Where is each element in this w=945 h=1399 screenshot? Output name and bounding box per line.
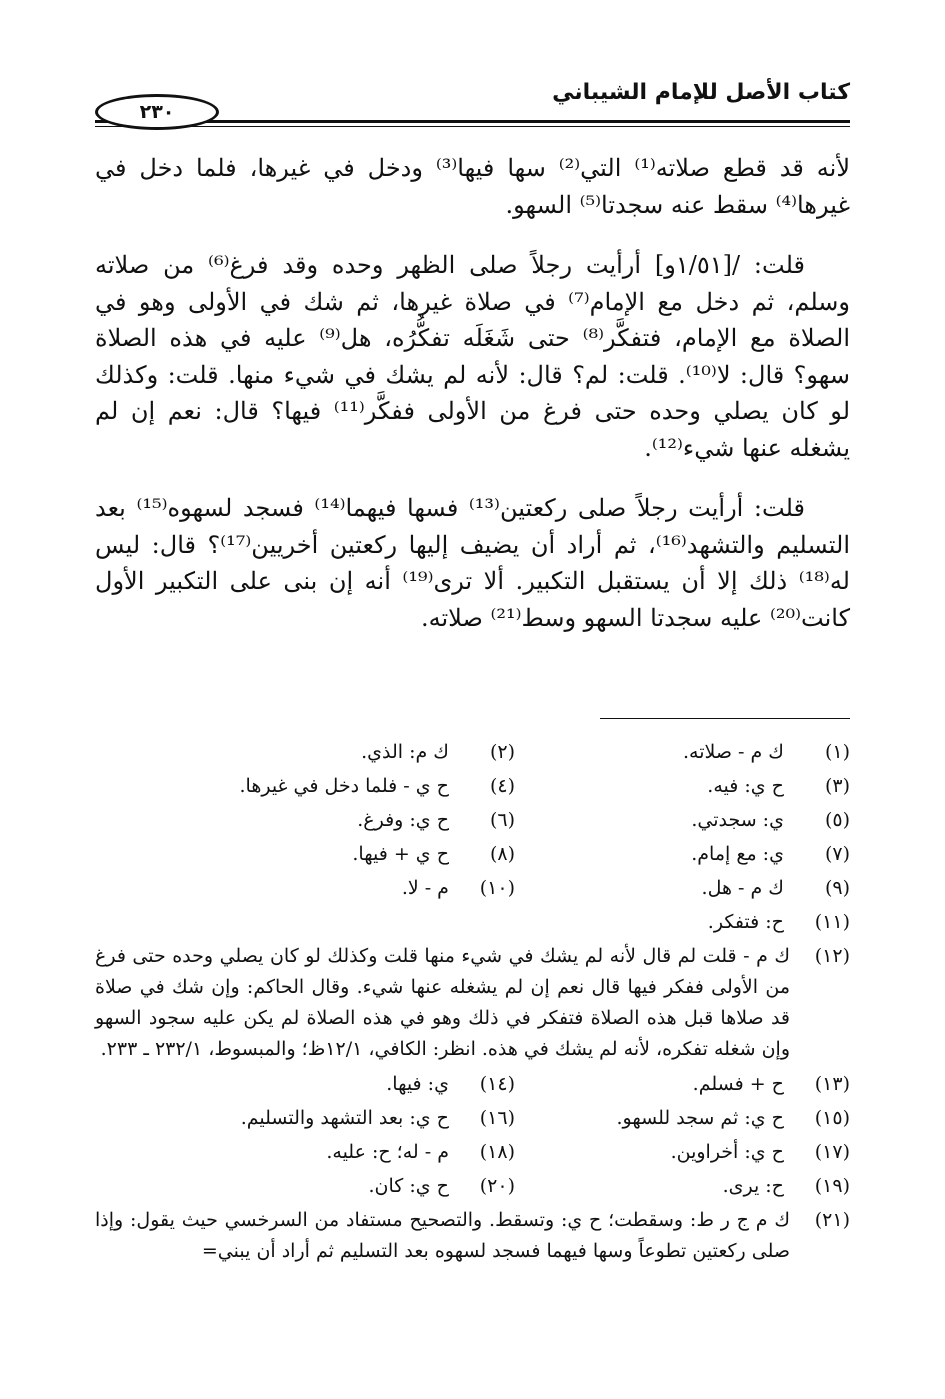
- footnote: (١٥) ح ي: ثم سجد للسهو.: [616, 1107, 850, 1129]
- header-rule-thin: [95, 126, 850, 127]
- paragraph: لأنه قد قطع صلاته⁽¹⁾ التي⁽²⁾ سها فيها⁽³⁾ ودخل في غيرها، فلما دخل في غيرها⁽⁴⁾ سقط عنه سجدتا⁽⁵⁾ السهو.: [95, 154, 851, 219]
- footnote: (١٢) ك م - قلت لم قال لأنه لم يشك في شيء منها قلت وكذلك لو كان يصلي وحده حتى فرغ من الأولى ففكر فيها قال نعم إن لم يشغله عنها شيء. وقال الحاكم: وإن شك في صلاة قد صلاها قبل هذه الصلاة فتفكر في ذلك وهو في هذه الصلاة لم يكن عليه سجود السهو وإن شغله تفكره، لأنه لم يشك في هذه. انظر: الكافي، ١٢/١ظ؛ والمبسوط، ٢٣٢/١ ـ ٢٣٣.: [95, 945, 850, 1060]
- footnote-row: [95, 1169, 850, 1203]
- footnote: (١٧) ح ي: أخراوين.: [670, 1141, 850, 1163]
- footnote: (٥) ي: سجدتي.: [691, 809, 850, 831]
- footnote-row: [95, 837, 850, 871]
- footnote: (١٣) ح + فسلم.: [692, 1073, 850, 1095]
- paragraph: قلت: /[١/٥١و] أرأيت رجلاً صلى الظهر وحده وقد فرغ⁽⁶⁾ من صلاته وسلم، ثم دخل مع الإمام⁽⁷⁾ في صلاة غيرها، ثم شك في الأولى وهو في الصلاة مع الإمام، فتفكَّر⁽⁸⁾ حتى شَغَلَه تفكُّرُه، هل⁽⁹⁾ عليه في هذه الصلاة سهو؟ قال: لا⁽¹⁰⁾. قلت: لم؟ قال: لأنه لم يشك في شيء منها. قلت: وكذلك لو كان يصلي وحده حتى فرغ من الأولى ففكَّر⁽¹¹⁾ فيها؟ قال: نعم إن لم يشغله عنها شيء⁽¹²⁾.: [95, 251, 851, 462]
- footnote-row: [95, 735, 850, 769]
- page-number: ٢٣٠: [95, 94, 219, 130]
- footnote-row: [95, 1067, 850, 1101]
- book-title: كتاب الأصل للإمام الشيباني: [552, 80, 850, 105]
- footnote: (٢) ك م: الذي.: [361, 741, 515, 763]
- footnote: (٩) ك م - هل.: [701, 877, 850, 899]
- main-text: [95, 150, 850, 660]
- paragraph: قلت: أرأيت رجلاً صلى ركعتين⁽¹³⁾ فسها فيهما⁽¹⁴⁾ فسجد لسهوه⁽¹⁵⁾ بعد التسليم والتشهد⁽¹⁶⁾، ثم أراد أن يضيف إليها ركعتين أخريين⁽¹⁷⁾؟ قال: ليس له⁽¹⁸⁾ ذلك إلا أن يستقبل التكبير. ألا ترى⁽¹⁹⁾ أنه إن بنى على التكبير الأول كانت⁽²⁰⁾ عليه سجدتا السهو وسط⁽²¹⁾ صلاته.: [95, 494, 851, 632]
- footnote-row: [95, 1101, 850, 1135]
- footnote: (٢١) ك م ج ر ط: وسقطت؛ ح ي: وتسقط. والتصحيح مستفاد من السرخسي حيث يقول: وإذا صلى ركعتين تطوعاً وسها فيهما فسجد لسهوه بعد التسليم ثم أراد أن يبني=: [95, 1209, 850, 1262]
- footnote-row: [95, 803, 850, 837]
- footnote-row: [95, 905, 850, 939]
- page: [95, 60, 851, 1262]
- footnote-row: [95, 1135, 850, 1169]
- footnote: (٣) ح ي: فيه.: [707, 775, 850, 797]
- footnote: (١٩) ح: يرى.: [722, 1175, 850, 1197]
- footnote: (١) ك م - صلاته.: [683, 741, 850, 763]
- footnote: (١١) ح: فتفكر.: [707, 911, 850, 933]
- footnote: (١٦) ح ي: بعد التشهد والتسليم.: [240, 1107, 515, 1129]
- footnote: (٨) ح ي + فيها.: [352, 843, 515, 865]
- footnote-separator: [600, 718, 850, 719]
- footnote: (٧) ي: مع إمام.: [691, 843, 850, 865]
- page-header: [95, 60, 850, 123]
- footnote: (١٠) م - لا.: [401, 877, 515, 899]
- footnote-row: [95, 871, 850, 905]
- footnote: (٢٠) ح ي: كان.: [368, 1175, 515, 1197]
- footnote: (٦) ح ي: وفرغ.: [357, 809, 515, 831]
- footnote: (١٤) ي: فيها.: [386, 1073, 515, 1095]
- footnote: (١٨) م - له؛ ح: عليه.: [326, 1141, 515, 1163]
- footnote: (٤) ح ي - فلما دخل في غيرها.: [239, 775, 515, 797]
- footnotes: [95, 735, 850, 1269]
- footnote-row: [95, 769, 850, 803]
